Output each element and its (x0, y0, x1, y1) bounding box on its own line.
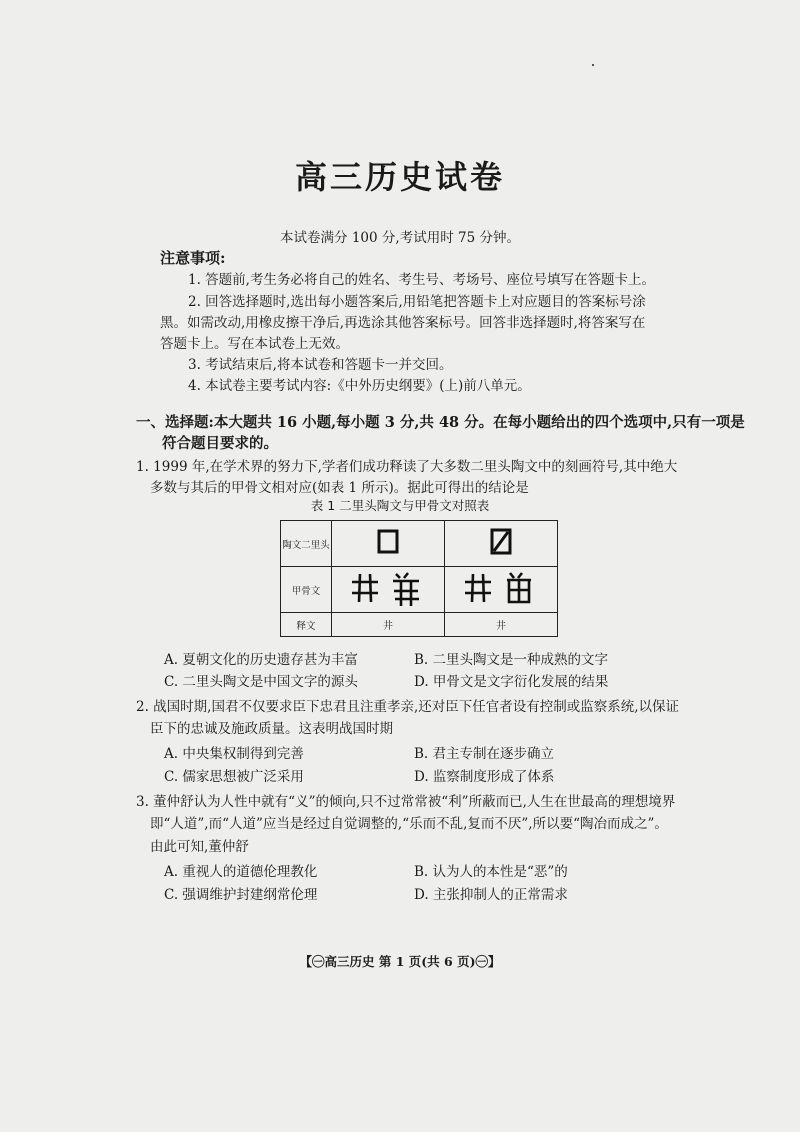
table-row (281, 613, 558, 637)
question-3-text: 由此可知,董仲舒 (150, 839, 249, 855)
pottery-glyph-cell (332, 521, 445, 567)
row-label: 释文 (281, 613, 332, 637)
q1-option-c[interactable]: C. 二里头陶文是中国文字的源头 (164, 674, 358, 690)
notice-heading: 注意事项: (160, 249, 226, 267)
q1-option-d[interactable]: D. 甲骨文是文字衍化发展的结果 (414, 674, 609, 690)
table-row (281, 521, 558, 567)
q2-option-b[interactable]: B. 君主专制在逐步确立 (414, 746, 555, 762)
oracle-glyph-cell (332, 567, 445, 613)
q1-option-a[interactable]: A. 夏朝文化的历史遗存甚为丰富 (164, 652, 358, 668)
q2-option-c[interactable]: C. 儒家思想被广泛采用 (164, 769, 304, 785)
shiwen-cell: 井 (332, 613, 445, 637)
notice-item: 答题卡上。写在本试卷上无效。 (160, 336, 349, 352)
question-1-text: 1. 1999 年,在学术界的努力下,学者们成功释读了大多数二里头陶文中的刻画符号,其中绝大 (136, 459, 678, 475)
section-heading: 一、选择题:本大题共 16 小题,每小题 3 分,共 48 分。在每小题给出的四个选项中,只有一项是 (136, 414, 745, 431)
pottery-glyph-slashed-square (481, 525, 521, 559)
page-title: 高三历史试卷 (294, 158, 505, 196)
pottery-glyph-square (368, 525, 408, 559)
table-row (281, 567, 558, 613)
question-1-text: 多数与其后的甲骨文相对应(如表 1 所示)。据此可得出的结论是 (150, 480, 529, 496)
notice-item: 2. 回答选择题时,选出每小题答案后,用铅笔把答题卡上对应题目的答案标号涂 (188, 294, 646, 310)
q1-option-b[interactable]: B. 二里头陶文是一种成熟的文字 (414, 652, 609, 668)
question-2-text: 2. 战国时期,国君不仅要求臣下忠君且注重孝亲,还对臣下任官者设有控制或监察系统,以保证 (136, 699, 680, 715)
q3-option-d[interactable]: D. 主张抑制人的正常需求 (414, 887, 568, 903)
pottery-glyph-cell (445, 521, 558, 567)
notice-item: 4. 本试卷主要考试内容:《中外历史纲要》(上)前八单元。 (188, 378, 531, 394)
table-caption: 表 1 二里头陶文与甲骨文对照表 (310, 498, 490, 513)
shiwen-cell: 井 (445, 613, 558, 637)
q2-option-a[interactable]: A. 中央集权制得到完善 (164, 746, 304, 762)
section-heading-cont: 符合题目要求的。 (162, 435, 278, 452)
question-2-text: 臣下的忠诚及施政质量。这表明战国时期 (150, 721, 393, 737)
notice-item: 黑。如需改动,用橡皮擦干净后,再选涂其他答案标号。回答非选择题时,将答案写在 (160, 315, 646, 331)
question-3-text: 3. 董仲舒认为人性中就有“义”的倾向,只不过常常被“利”所蔽而已,人生在世最高的理想境界 (136, 794, 676, 810)
q3-option-a[interactable]: A. 重视人的道德伦理教化 (164, 864, 318, 880)
q3-option-c[interactable]: C. 强调维护封建纲常伦理 (164, 887, 318, 903)
notice-item: 1. 答题前,考生务必将自己的姓名、考生号、考场号、座位号填写在答题卡上。 (188, 272, 655, 288)
comparison-table (280, 520, 558, 637)
question-3-text: 即“人道”,而“人道”应当是经过自觉调整的,“乐而不乱,复而不厌”,所以要“陶冶而成之”。 (150, 816, 668, 832)
speck (592, 64, 594, 66)
oracle-glyph-jing (457, 568, 545, 608)
oracle-glyph-jing (344, 568, 432, 608)
q3-option-b[interactable]: B. 认为人的本性是“恶”的 (414, 864, 568, 880)
q2-option-d[interactable]: D. 监察制度形成了体系 (414, 769, 555, 785)
row-label: 甲骨文 (281, 567, 332, 613)
notice-item: 3. 考试结束后,将本试卷和答题卡一并交回。 (188, 357, 453, 373)
page-footer: 【㊀高三历史 第 1 页(共 6 页)㊀】 (299, 954, 501, 969)
row-label: 陶文二里头 (281, 521, 332, 567)
exam-subtitle: 本试卷满分 100 分,考试用时 75 分钟。 (280, 230, 520, 246)
oracle-glyph-cell (445, 567, 558, 613)
